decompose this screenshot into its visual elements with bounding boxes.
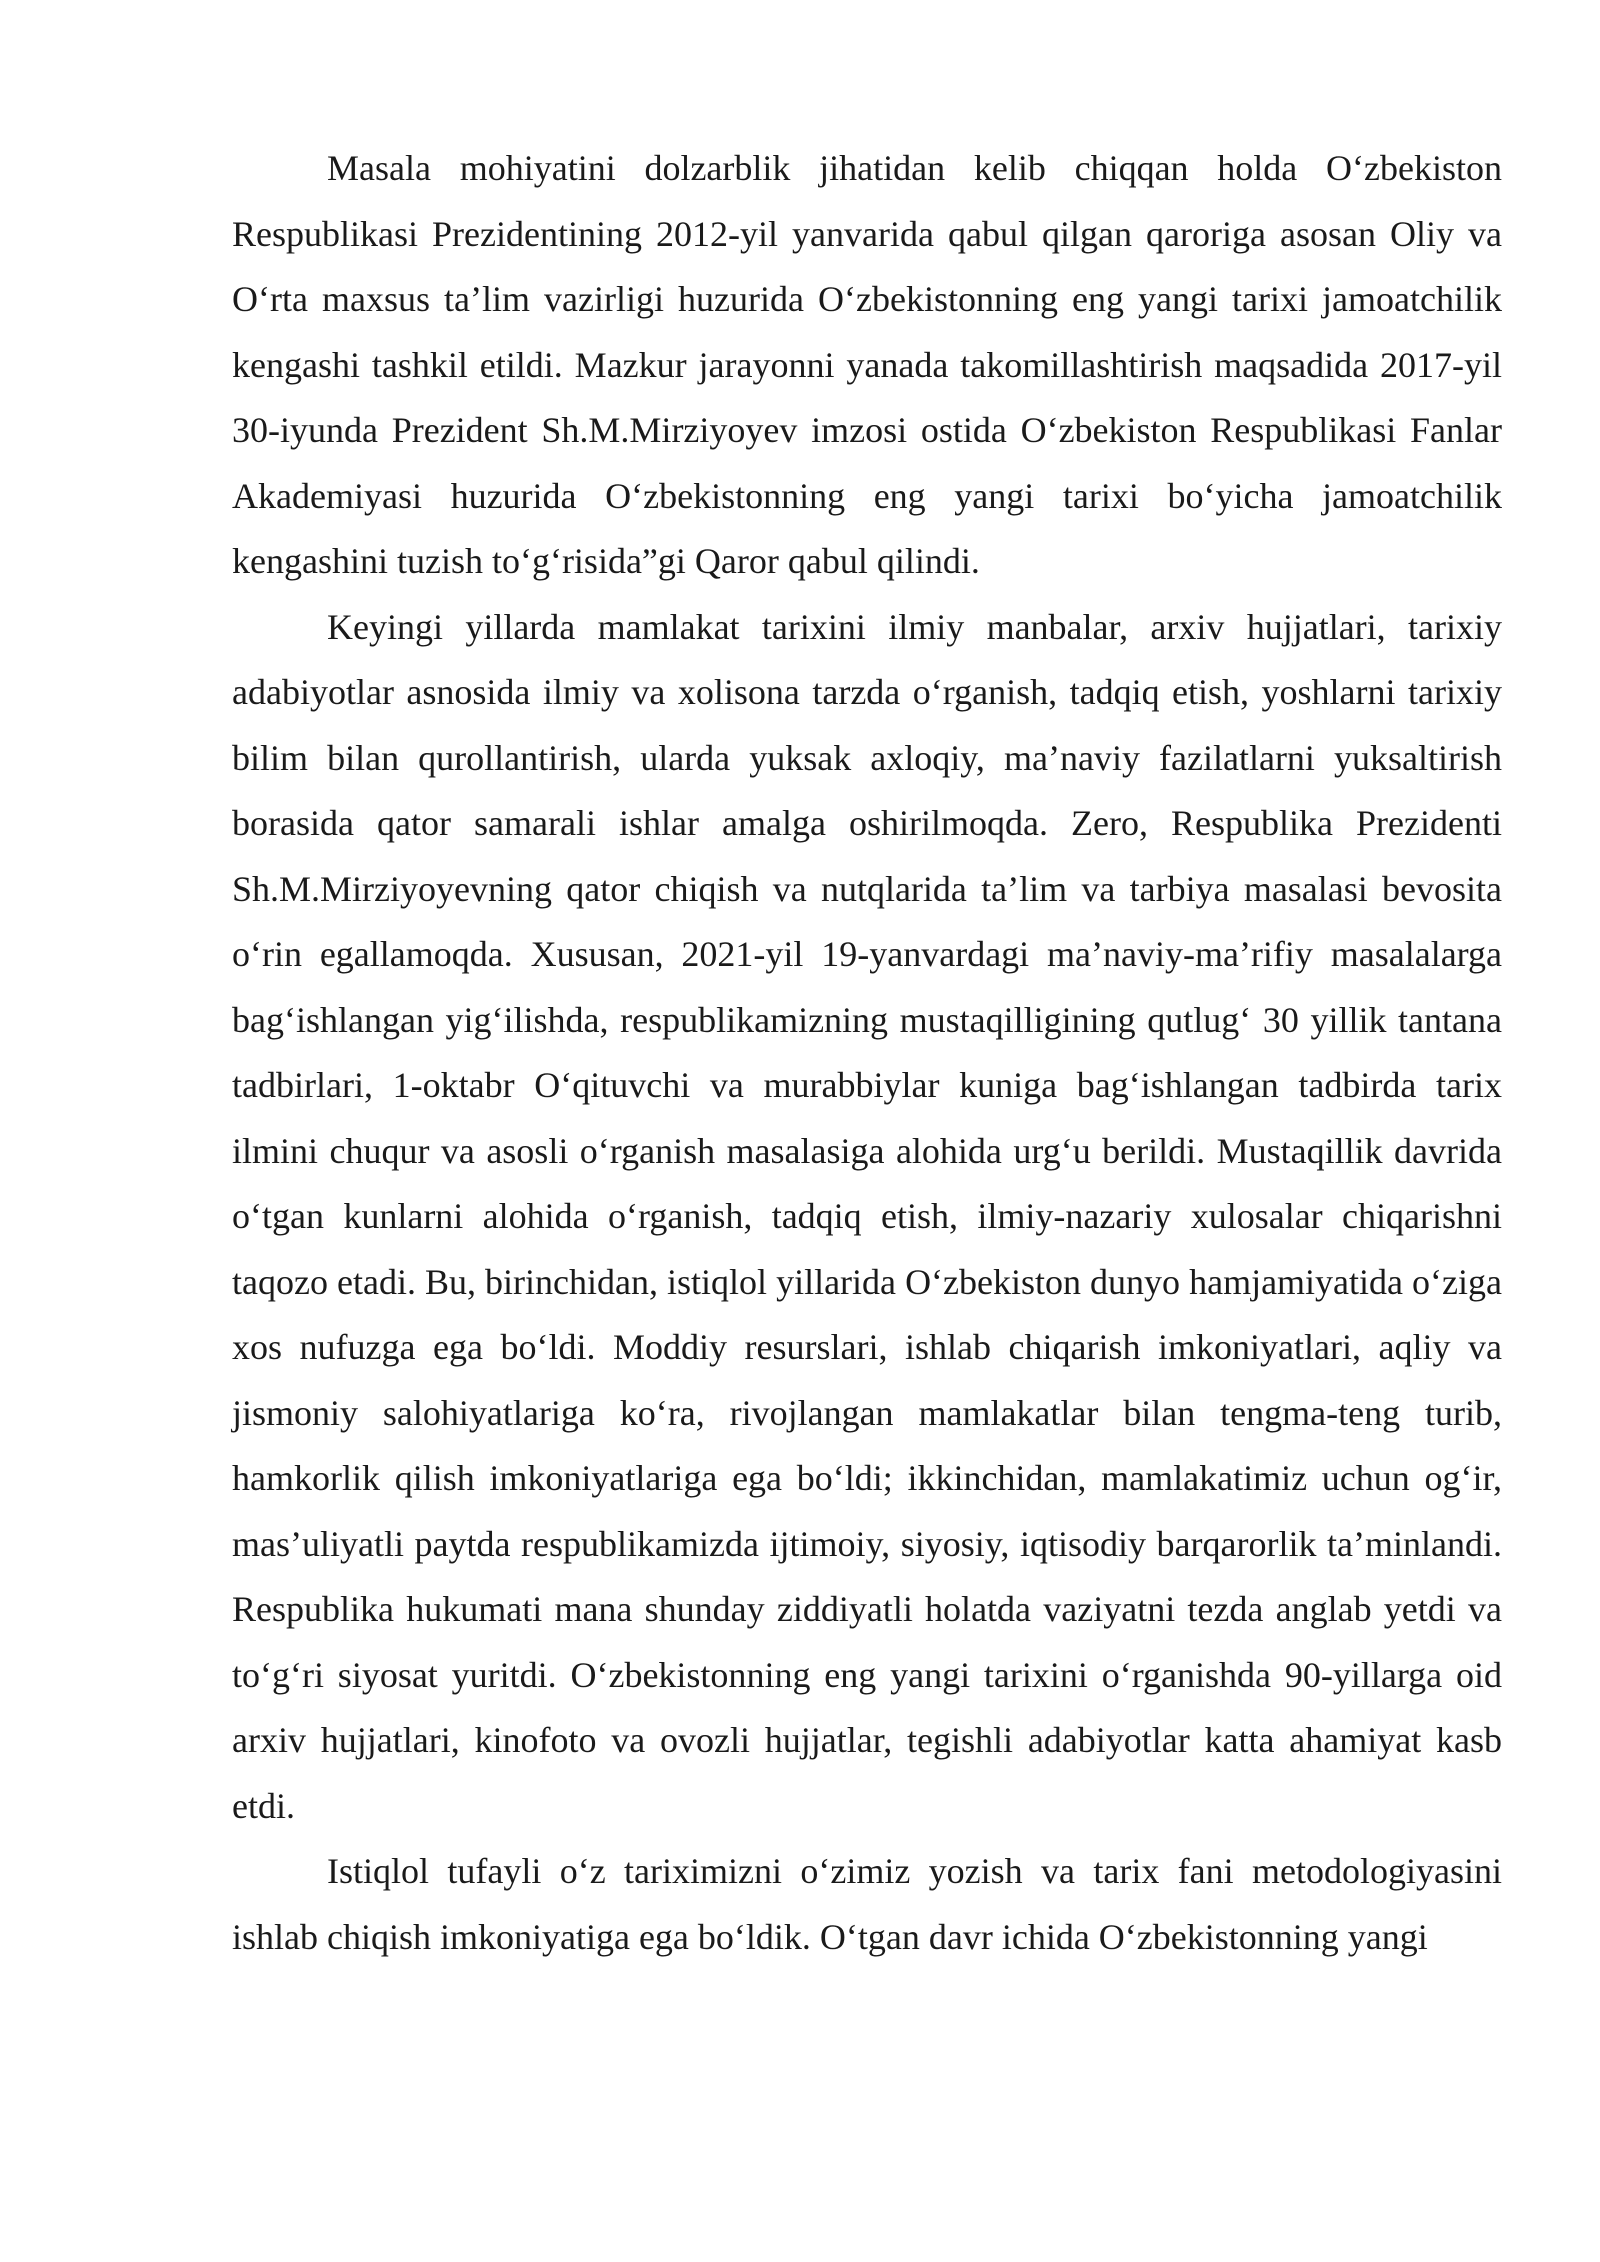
document-body	[232, 136, 1502, 1970]
paragraph-3: Istiqlol tufayli o‘z tariximizni o‘zimiz yozish va tarix fani metodologiyasini ishlab chiqish imkoniyatiga ega bo‘ldik. O‘tgan davr ichida O‘zbekistonning yangi	[232, 1851, 1502, 1957]
paragraph-2: Keyingi yillarda mamlakat tarixini ilmiy manbalar, arxiv hujjatlari, tarixiy adabiyotlar asnosida ilmiy va xolisona tarzda o‘rganish, tadqiq etish, yoshlarni tarixiy bilim bilan qurollantirish, ularda yuksak axloqiy, ma’naviy fazilatlarni yuksaltirish borasida qator samarali ishlar amalga oshirilmoqda. Zero, Respublika Prezidenti Sh.M.Mirziyoyevning qator chiqish va nutqlarida ta’lim va tarbiya masalasi bevosita o‘rin egallamoqda. Xususan, 2021-yil 19-yanvardagi ma’naviy-ma’rifiy masalalarga bag‘ishlangan yig‘ilishda, respublikamizning mustaqilligining qutlug‘ 30 yillik tantana tadbirlari, 1-oktabr O‘qituvchi va murabbiylar kuniga bag‘ishlangan tadbirda tarix ilmini chuqur va asosli o‘rganish masalasiga alohida urg‘u berildi. Mustaqillik davrida o‘tgan kunlarni alohida o‘rganish, tadqiq etish, ilmiy-nazariy xulosalar chiqarishni taqozo etadi. Bu, birinchidan, istiqlol yillarida O‘zbekiston dunyo hamjamiyatida o‘ziga xos nufuzga ega bo‘ldi. Moddiy resurslari, ishlab chiqarish imkoniyatlari, aqliy va jismoniy salohiyatlariga ko‘ra, rivojlangan mamlakatlar bilan tengma-teng turib, hamkorlik qilish imkoniyatlariga ega bo‘ldi; ikkinchidan, mamlakatimiz uchun og‘ir, mas’uliyatli paytda respublikamizda ijtimoiy, siyosiy, iqtisodiy barqarorlik ta’minlandi. Respublika hukumati mana shunday ziddiyatli holatda vaziyatni tezda anglab yetdi va to‘g‘ri siyosat yuritdi. O‘zbekistonning eng yangi tarixini o‘rganishda 90-yillarga oid arxiv hujjatlari, kinofoto va ovozli hujjatlar, tegishli adabiyotlar katta ahamiyat kasb etdi.	[232, 606, 1502, 1826]
paragraph-1: Masala mohiyatini dolzarblik jihatidan kelib chiqqan holda O‘zbekiston Respublikasi Prezidentining 2012-yil yanvarida qabul qilgan qaroriga asosan Oliy va O‘rta maxsus ta’lim vazirligi huzurida O‘zbekistonning eng yangi tarixi jamoatchilik kengashi tashkil etildi. Mazkur jarayonni yanada takomillashtirish maqsadida 2017-yil 30-iyunda Prezident Sh.M.Mirziyoyev imzosi ostida O‘zbekiston Respublikasi Fanlar Akademiyasi huzurida O‘zbekistonning eng yangi tarixi bo‘yicha jamoatchilik kengashini tuzish to‘g‘risida”gi Qaror qabul qilindi.	[232, 148, 1502, 581]
